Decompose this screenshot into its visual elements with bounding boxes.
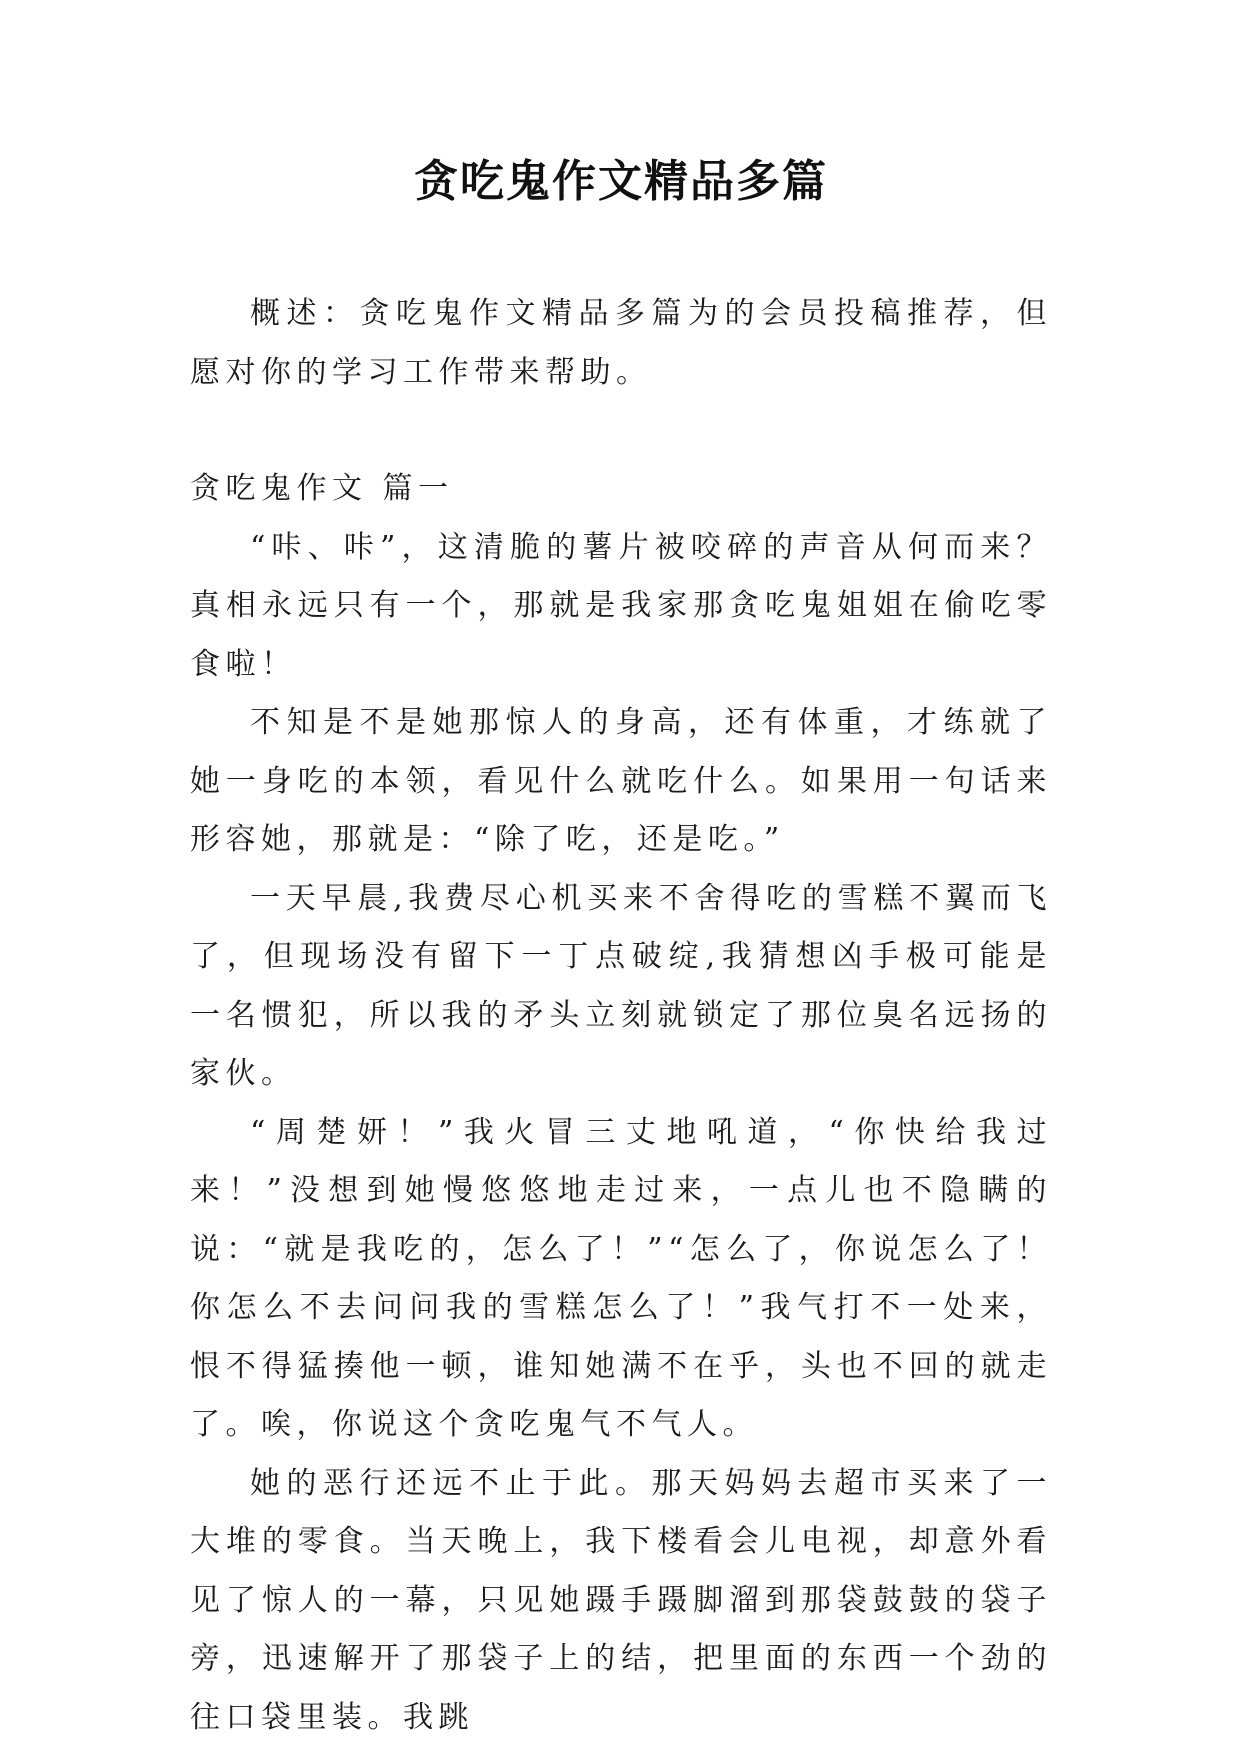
- summary-paragraph: 概述：贪吃鬼作文精品多篇为的会员投稿推荐，但愿对你的学习工作带来帮助。: [190, 296, 1052, 390]
- document-body: [190, 285, 1052, 1747]
- document-title: 贪吃鬼作文精品多篇: [414, 156, 828, 207]
- body-paragraph-4: “周楚妍！”我火冒三丈地吼道，“你快给我过来！”没想到她慢悠悠地走过来，一点儿也不隐瞒的说：“就是我吃的，怎么了！”“怎么了，你说怎么了！你怎么不去问问我的雪糕怎么了！”我气打不一处来，恨不得猛揍他一顿，谁知她满不在乎，头也不回的就走了。唉，你说这个贪吃鬼气不气人。: [190, 1114, 1052, 1442]
- body-paragraph-2: 不知是不是她那惊人的身高，还有体重，才练就了她一身吃的本领，看见什么就吃什么。如果用一句话来形容她，那就是：“除了吃，还是吃。”: [190, 705, 1052, 857]
- body-paragraph-3: 一天早晨,我费尽心机买来不舍得吃的雪糕不翼而飞了，但现场没有留下一丁点破绽,我猜想凶手极可能是一名惯犯，所以我的矛头立刻就锁定了那位臭名远扬的家伙。: [190, 880, 1052, 1091]
- document-page: [190, 0, 1052, 1754]
- section-heading: 贪吃鬼作文 篇一: [190, 471, 454, 506]
- body-paragraph-5: 她的恶行还远不止于此。那天妈妈去超市买来了一大堆的零食。当天晚上，我下楼看会儿电视，却意外看见了惊人的一幕，只见她蹑手蹑脚溜到那袋鼓鼓的袋子旁，迅速解开了那袋子上的结，把里面的东西一个劲的往口袋里装。我跳: [190, 1465, 1052, 1735]
- body-paragraph-1: “咔、咔”，这清脆的薯片被咬碎的声音从何而来？真相永远只有一个，那就是我家那贪吃鬼姐姐在偷吃零食啦！: [190, 529, 1052, 682]
